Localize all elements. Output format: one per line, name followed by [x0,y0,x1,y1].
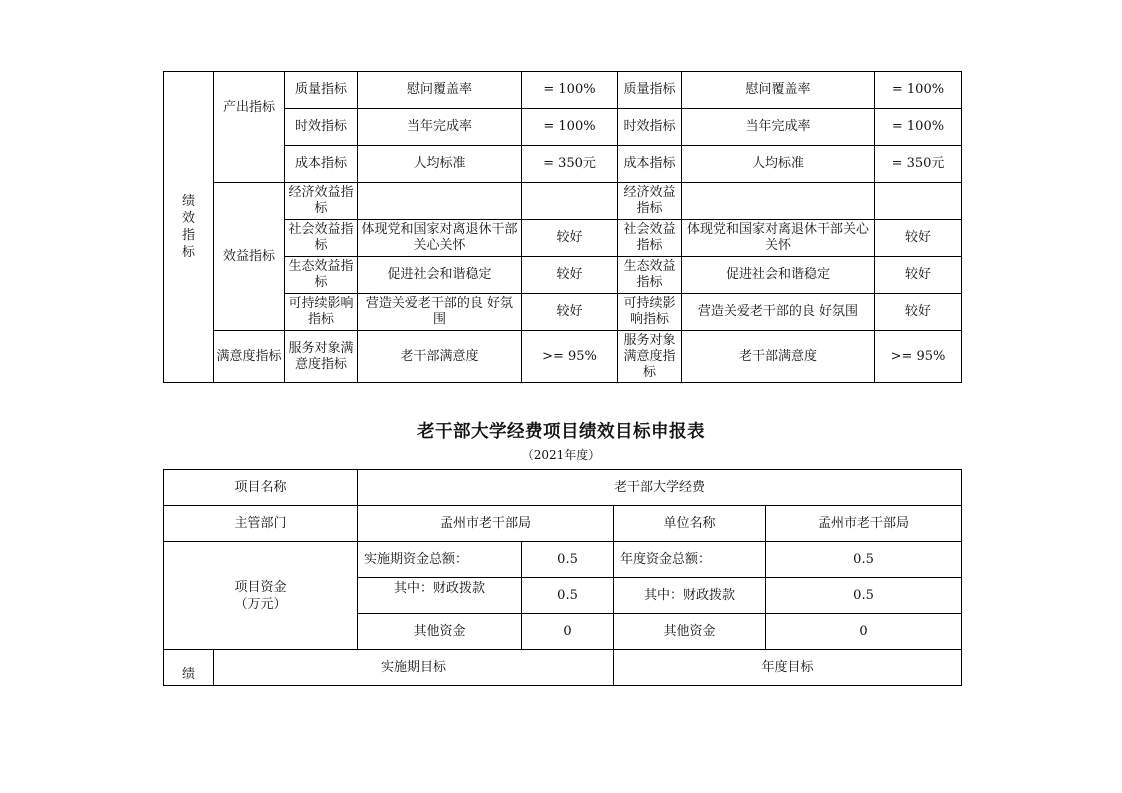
impl-total-value: 0.5 [522,542,614,578]
indicator-value: = 100% [522,109,618,146]
indicator-value: = 100% [522,72,618,109]
indicator-category: 经济效益指标 [285,183,358,220]
indicator-category: 生态效益指标 [285,257,358,294]
indicator-name: 营造关爱老干部的良 好氛围 [358,294,522,331]
annual-total-label: 年度资金总额： [614,542,766,578]
indicator-category-annual: 成本指标 [618,146,682,183]
indicator-category-annual: 经济效益指标 [618,183,682,220]
indicator-category: 质量指标 [285,72,358,109]
indicator-value-annual: = 350元 [875,146,962,183]
indicator-value: 较好 [522,220,618,257]
indicator-value-annual: 较好 [875,220,962,257]
indicator-name-annual: 慰问覆盖率 [682,72,875,109]
indicator-category-annual: 生态效益指标 [618,257,682,294]
unit-value: 孟州市老干部局 [766,506,962,542]
indicator-value-annual: = 100% [875,109,962,146]
indicator-value-annual [875,183,962,220]
project-name-label: 项目名称 [164,470,358,506]
impl-target-label: 实施期目标 [214,650,614,686]
impl-other-label: 其他资金 [358,614,522,650]
satisfaction-indicator-label: 满意度指标 [214,331,285,383]
indicator-name-annual [682,183,875,220]
impl-other-value: 0 [522,614,614,650]
funds-label-cell [164,542,358,650]
indicator-name-annual: 营造关爱老干部的良 好氛围 [682,294,875,331]
indicator-value: 较好 [522,257,618,294]
project-name-value: 老干部大学经费 [358,470,962,506]
indicator-value-annual: = 100% [875,72,962,109]
indicator-category: 成本指标 [285,146,358,183]
indicator-value-annual: >= 95% [875,331,962,383]
indicator-group-label: 绩效指标 [181,194,195,260]
output-indicator-label: 产出指标 [214,72,285,183]
indicator-category: 服务对象满意度指标 [285,331,358,383]
indicator-value: = 350元 [522,146,618,183]
annual-other-label: 其他资金 [614,614,766,650]
indicator-name [358,183,522,220]
dept-label: 主管部门 [164,506,358,542]
benefit-indicator-label: 效益指标 [214,183,285,331]
annual-total-value: 0.5 [766,542,962,578]
indicator-category: 时效指标 [285,109,358,146]
indicator-name-annual: 当年完成率 [682,109,875,146]
indicator-name-annual: 人均标准 [682,146,875,183]
form-subtitle: （2021年度） [521,448,601,462]
indicator-group-cell [164,72,214,383]
indicator-name: 当年完成率 [358,109,522,146]
indicator-name-annual: 促进社会和谐稳定 [682,257,875,294]
indicator-value [522,183,618,220]
indicator-category-annual: 可持续影响指标 [618,294,682,331]
impl-fiscal-label: 其中：财政拨款 [394,580,486,596]
annual-other-value: 0 [766,614,962,650]
performance-label: 绩 [164,650,214,686]
indicator-name: 促进社会和谐稳定 [358,257,522,294]
impl-fiscal-label-cell [358,578,522,614]
funds-label: 项目资金 [234,579,287,595]
indicator-category-annual: 服务对象满意度指标 [618,331,682,383]
indicator-category-annual: 社会效益指标 [618,220,682,257]
indicator-name: 人均标准 [358,146,522,183]
indicator-name-annual: 体现党和国家对离退休干部关心关怀 [682,220,875,257]
annual-target-label: 年度目标 [614,650,962,686]
performance-indicator-table [163,71,962,383]
impl-total-label: 实施期资金总额： [358,542,522,578]
indicator-name: 老干部满意度 [358,331,522,383]
form-title: 老干部大学经费项目绩效目标申报表 [417,422,705,442]
indicator-category-annual: 质量指标 [618,72,682,109]
indicator-value: >= 95% [522,331,618,383]
unit-label: 单位名称 [614,506,766,542]
indicator-category-annual: 时效指标 [618,109,682,146]
impl-fiscal-value: 0.5 [522,578,614,614]
indicator-category: 可持续影响指标 [285,294,358,331]
annual-fiscal-value: 0.5 [766,578,962,614]
project-info-table [163,469,962,686]
indicator-category: 社会效益指标 [285,220,358,257]
indicator-name-annual: 老干部满意度 [682,331,875,383]
indicator-name: 慰问覆盖率 [358,72,522,109]
indicator-value-annual: 较好 [875,294,962,331]
indicator-name: 体现党和国家对离退休干部关心关怀 [358,220,522,257]
dept-value: 孟州市老干部局 [358,506,614,542]
funds-unit-label: （万元） [234,596,287,612]
annual-fiscal-label: 其中：财政拨款 [614,578,766,614]
indicator-value-annual: 较好 [875,257,962,294]
indicator-value: 较好 [522,294,618,331]
